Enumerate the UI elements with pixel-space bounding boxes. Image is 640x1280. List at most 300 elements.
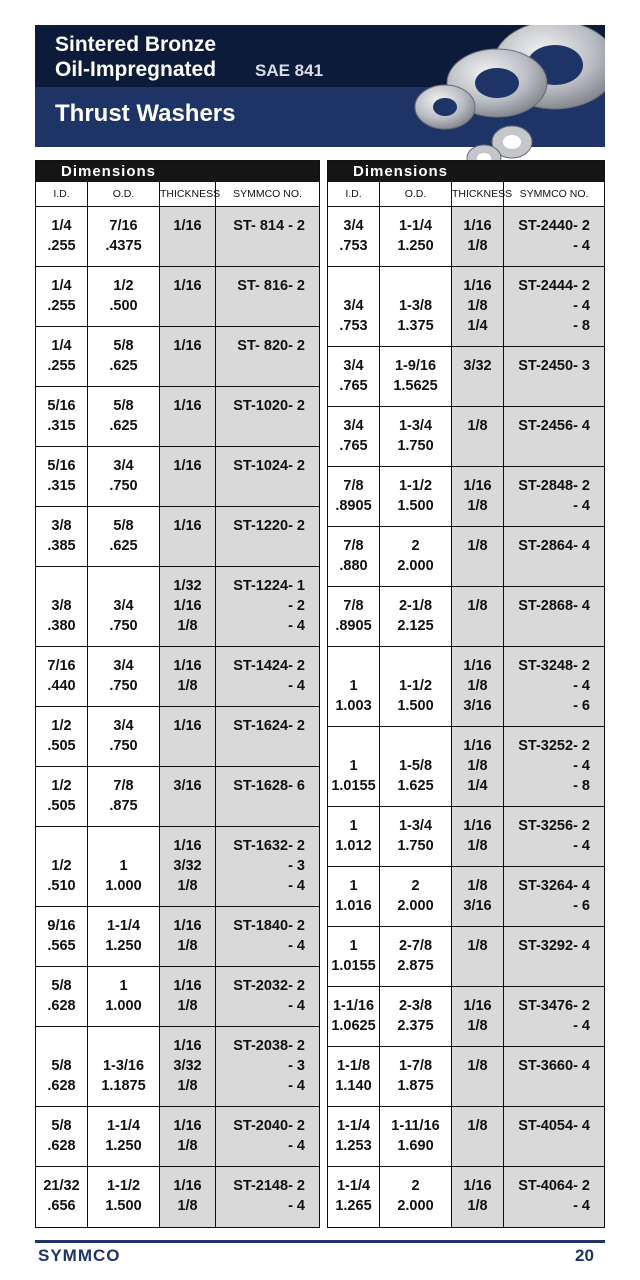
cell-line: 1-3/4 bbox=[398, 418, 433, 434]
od-cell bbox=[380, 1167, 452, 1227]
cell-line: .628 bbox=[47, 998, 76, 1014]
cell-line: ST-1024- 2 bbox=[233, 458, 305, 474]
cell-line: - 4 bbox=[573, 1198, 590, 1214]
col-symmco: SYMMCO NO. bbox=[519, 188, 589, 200]
cell-line: 1/4 bbox=[51, 338, 72, 354]
od-cell bbox=[380, 1047, 452, 1106]
cell-line: .255 bbox=[47, 298, 76, 314]
cell-line: ST-3264- 4 bbox=[518, 878, 590, 894]
thickness-cell bbox=[160, 267, 216, 326]
cell-line: 1/8 bbox=[467, 878, 488, 894]
cell-line: 2.000 bbox=[397, 558, 434, 574]
symmco-cell bbox=[504, 347, 604, 406]
cell-line: 5/8 bbox=[51, 978, 72, 994]
id-cell bbox=[328, 727, 380, 806]
table-row bbox=[328, 1107, 604, 1167]
symmco-cell bbox=[504, 1107, 604, 1166]
table-row bbox=[36, 327, 319, 387]
symmco-cell bbox=[216, 707, 319, 766]
cell-line: 1/8 bbox=[177, 938, 198, 954]
symmco-cell bbox=[504, 207, 604, 266]
cell-line: 1/8 bbox=[177, 1138, 198, 1154]
column-headers bbox=[36, 182, 319, 207]
cell-line: 3/32 bbox=[173, 1058, 202, 1074]
cell-line: 3/32 bbox=[463, 358, 492, 374]
cell-line: .440 bbox=[47, 678, 76, 694]
left-dimensions-table bbox=[35, 160, 320, 1228]
thickness-cell bbox=[452, 807, 504, 866]
cell-line: - 4 bbox=[288, 1078, 305, 1094]
right-dimensions-table bbox=[327, 160, 605, 1228]
od-cell bbox=[88, 647, 160, 706]
cell-line: 1/8 bbox=[467, 1198, 488, 1214]
cell-line: - 3 bbox=[288, 858, 305, 874]
column-headers bbox=[328, 182, 604, 207]
cell-line: ST-2868- 4 bbox=[518, 598, 590, 614]
symmco-cell bbox=[504, 1167, 604, 1227]
cell-line: 5/8 bbox=[113, 338, 134, 354]
cell-line: ST-3248- 2 bbox=[518, 658, 590, 674]
cell-line: .4375 bbox=[105, 238, 142, 254]
cell-line: .765 bbox=[339, 438, 368, 454]
od-cell bbox=[88, 327, 160, 386]
cell-line: 2.375 bbox=[397, 1018, 434, 1034]
cell-line: 1/16 bbox=[463, 1178, 492, 1194]
id-cell bbox=[36, 827, 88, 906]
cell-line: ST-1224- 1 bbox=[233, 578, 305, 594]
cell-line: 5/8 bbox=[51, 1058, 72, 1074]
thickness-cell bbox=[160, 767, 216, 826]
cell-line: 1-1/4 bbox=[106, 1118, 141, 1134]
cell-line: 1/16 bbox=[173, 838, 202, 854]
id-cell bbox=[36, 1027, 88, 1106]
cell-line: 1/16 bbox=[173, 598, 202, 614]
id-cell bbox=[36, 567, 88, 646]
cell-line: 1/8 bbox=[467, 838, 488, 854]
cell-line: .656 bbox=[47, 1198, 76, 1214]
cell-line: 3/16 bbox=[463, 698, 492, 714]
thickness-cell bbox=[452, 407, 504, 466]
thickness-cell bbox=[160, 567, 216, 646]
od-cell bbox=[380, 407, 452, 466]
symmco-cell bbox=[504, 467, 604, 526]
cell-line: 7/16 bbox=[47, 658, 76, 674]
cell-line: 1.690 bbox=[397, 1138, 434, 1154]
cell-line: 1/4 bbox=[51, 278, 72, 294]
cell-line: 2-3/8 bbox=[398, 998, 433, 1014]
od-cell bbox=[88, 907, 160, 966]
cell-line: 1.750 bbox=[397, 438, 434, 454]
cell-line: ST-2038- 2 bbox=[233, 1038, 305, 1054]
cell-line: 2.875 bbox=[397, 958, 434, 974]
od-cell bbox=[88, 507, 160, 566]
cell-line: 1.250 bbox=[397, 238, 434, 254]
cell-line: .8905 bbox=[335, 618, 372, 634]
cell-line: 1-1/16 bbox=[332, 998, 375, 1014]
cell-line: 1/16 bbox=[173, 398, 202, 414]
dimensions-header: Dimensions bbox=[36, 161, 319, 182]
cell-line: 1/8 bbox=[177, 878, 198, 894]
col-od: O.D. bbox=[380, 182, 452, 206]
cell-line: ST-3476- 2 bbox=[518, 998, 590, 1014]
cell-line bbox=[328, 656, 379, 676]
od-cell bbox=[88, 1107, 160, 1166]
od-cell bbox=[380, 927, 452, 986]
cell-line: ST- 820- 2 bbox=[237, 338, 305, 354]
cell-line: .315 bbox=[47, 418, 76, 434]
cell-line: 1.500 bbox=[105, 1198, 142, 1214]
cell-line: 1/8 bbox=[177, 618, 198, 634]
id-cell bbox=[36, 447, 88, 506]
thickness-cell bbox=[452, 927, 504, 986]
thickness-cell bbox=[452, 1047, 504, 1106]
id-cell bbox=[36, 507, 88, 566]
cell-line: - 4 bbox=[288, 1138, 305, 1154]
thickness-cell bbox=[452, 1167, 504, 1227]
cell-line: 1-1/4 bbox=[398, 218, 433, 234]
cell-line: .750 bbox=[109, 478, 138, 494]
id-cell bbox=[328, 1047, 380, 1106]
cell-line: .750 bbox=[109, 678, 138, 694]
id-cell bbox=[328, 347, 380, 406]
table-row bbox=[328, 587, 604, 647]
cell-line: 1/2 bbox=[51, 718, 72, 734]
cell-line: 2 bbox=[411, 1178, 420, 1194]
id-cell bbox=[328, 807, 380, 866]
od-cell bbox=[88, 447, 160, 506]
cell-line: 1.1875 bbox=[101, 1078, 146, 1094]
thickness-cell bbox=[160, 447, 216, 506]
cell-line bbox=[380, 656, 451, 676]
cell-line: ST-2032- 2 bbox=[233, 978, 305, 994]
cell-line bbox=[88, 836, 159, 856]
cell-line: 3/4 bbox=[113, 718, 134, 734]
table-row bbox=[36, 907, 319, 967]
table-row bbox=[328, 207, 604, 267]
cell-line: .628 bbox=[47, 1078, 76, 1094]
table-row bbox=[328, 987, 604, 1047]
cell-line: 3/4 bbox=[343, 298, 364, 314]
cell-line: ST-2848- 2 bbox=[518, 478, 590, 494]
thickness-cell bbox=[452, 1107, 504, 1166]
symmco-cell bbox=[216, 967, 319, 1026]
cell-line: 3/8 bbox=[51, 598, 72, 614]
cell-line: ST-3252- 2 bbox=[518, 738, 590, 754]
page-subtitle: Thrust Washers bbox=[55, 100, 236, 127]
cell-line: 1-3/16 bbox=[102, 1058, 145, 1074]
col-thickness: THICKNESS bbox=[160, 182, 216, 206]
thickness-cell bbox=[452, 527, 504, 586]
cell-line: ST-4054- 4 bbox=[518, 1118, 590, 1134]
cell-line: 1.000 bbox=[105, 878, 142, 894]
cell-line: 1 bbox=[349, 938, 358, 954]
cell-line: 1/8 bbox=[177, 1198, 198, 1214]
thickness-cell bbox=[452, 207, 504, 266]
cell-line: 1/8 bbox=[467, 238, 488, 254]
cell-line: 1/16 bbox=[463, 818, 492, 834]
table-row bbox=[36, 267, 319, 327]
cell-line: ST-2864- 4 bbox=[518, 538, 590, 554]
cell-line: 1-5/8 bbox=[398, 758, 433, 774]
table-row bbox=[36, 387, 319, 447]
cell-line: 1.375 bbox=[397, 318, 434, 334]
symmco-cell bbox=[504, 527, 604, 586]
od-cell bbox=[380, 527, 452, 586]
thickness-cell bbox=[452, 587, 504, 646]
cell-line: 2 bbox=[411, 538, 420, 554]
cell-line: 1/16 bbox=[173, 718, 202, 734]
cell-line: 1/8 bbox=[467, 1118, 488, 1134]
cell-line: 1/16 bbox=[463, 658, 492, 674]
thickness-cell bbox=[160, 907, 216, 966]
cell-line: 1.250 bbox=[105, 938, 142, 954]
id-cell bbox=[36, 327, 88, 386]
cell-line: - 4 bbox=[573, 298, 590, 314]
thickness-cell bbox=[160, 707, 216, 766]
cell-line: - 2 bbox=[288, 598, 305, 614]
cell-line: .750 bbox=[109, 618, 138, 634]
cell-line: 1.0625 bbox=[331, 1018, 376, 1034]
cell-line bbox=[88, 1036, 159, 1056]
cell-line: 1-7/8 bbox=[398, 1058, 433, 1074]
table-row bbox=[36, 827, 319, 907]
symmco-cell bbox=[216, 1107, 319, 1166]
cell-line: 1/4 bbox=[467, 318, 488, 334]
cell-line: 1/16 bbox=[173, 218, 202, 234]
od-cell bbox=[380, 587, 452, 646]
id-cell bbox=[328, 407, 380, 466]
cell-line: - 3 bbox=[288, 1058, 305, 1074]
cell-line: - 4 bbox=[288, 678, 305, 694]
right-table-body bbox=[328, 207, 604, 1227]
cell-line: 1.000 bbox=[105, 998, 142, 1014]
col-symmco: SYMMCO NO. bbox=[233, 188, 302, 200]
cell-line: .880 bbox=[339, 558, 368, 574]
table-row bbox=[328, 1047, 604, 1107]
cell-line: ST-2444- 2 bbox=[518, 278, 590, 294]
thickness-cell bbox=[160, 647, 216, 706]
cell-line bbox=[380, 276, 451, 296]
cell-line: ST-2456- 4 bbox=[518, 418, 590, 434]
cell-line: 1.5625 bbox=[393, 378, 438, 394]
cell-line: - 4 bbox=[573, 498, 590, 514]
cell-line: 1 bbox=[119, 858, 128, 874]
cell-line: ST-3256- 2 bbox=[518, 818, 590, 834]
table-row bbox=[36, 767, 319, 827]
cell-line: 1/4 bbox=[51, 218, 72, 234]
cell-line: 1-1/4 bbox=[336, 1178, 371, 1194]
cell-line: 1/16 bbox=[173, 1038, 202, 1054]
cell-line: ST-1628- 6 bbox=[233, 778, 305, 794]
cell-line: 1/16 bbox=[173, 918, 202, 934]
symmco-cell bbox=[216, 567, 319, 646]
cell-line: 1/16 bbox=[463, 738, 492, 754]
id-cell bbox=[36, 387, 88, 446]
cell-line: 1/16 bbox=[463, 998, 492, 1014]
cell-line: 3/4 bbox=[343, 418, 364, 434]
id-cell bbox=[328, 587, 380, 646]
cell-line: 3/4 bbox=[113, 458, 134, 474]
cell-line: .628 bbox=[47, 1138, 76, 1154]
id-cell bbox=[36, 907, 88, 966]
cell-line: 1.750 bbox=[397, 838, 434, 854]
table-row bbox=[328, 527, 604, 587]
cell-line: 1-1/4 bbox=[106, 918, 141, 934]
cell-line: 1/32 bbox=[173, 578, 202, 594]
cell-line bbox=[328, 276, 379, 296]
table-row bbox=[328, 347, 604, 407]
table-row bbox=[36, 447, 319, 507]
cell-line: .385 bbox=[47, 538, 76, 554]
cell-line: 1/16 bbox=[173, 658, 202, 674]
symmco-cell bbox=[216, 267, 319, 326]
thickness-cell bbox=[452, 987, 504, 1046]
cell-line: 1.003 bbox=[335, 698, 372, 714]
cell-line: 1.265 bbox=[335, 1198, 372, 1214]
cell-line: 1/16 bbox=[463, 218, 492, 234]
cell-line: .753 bbox=[339, 318, 368, 334]
title-line-2: Oil-Impregnated bbox=[55, 58, 217, 81]
cell-line: 1/2 bbox=[51, 858, 72, 874]
table-row bbox=[328, 407, 604, 467]
cell-line: 5/16 bbox=[47, 398, 76, 414]
table-row bbox=[36, 967, 319, 1027]
cell-line: 1.500 bbox=[397, 698, 434, 714]
symmco-cell bbox=[216, 387, 319, 446]
cell-line: ST-3292- 4 bbox=[518, 938, 590, 954]
thickness-cell bbox=[160, 1167, 216, 1227]
symmco-cell bbox=[504, 807, 604, 866]
cell-line: 1/2 bbox=[51, 778, 72, 794]
table-row bbox=[36, 707, 319, 767]
cell-line: - 4 bbox=[573, 758, 590, 774]
od-cell bbox=[88, 767, 160, 826]
thickness-cell bbox=[160, 1107, 216, 1166]
cell-line: 1/8 bbox=[467, 498, 488, 514]
cell-line: - 4 bbox=[288, 878, 305, 894]
cell-line: 1 bbox=[349, 818, 358, 834]
od-cell bbox=[88, 1027, 160, 1106]
col-id: I.D. bbox=[328, 182, 380, 206]
id-cell bbox=[328, 467, 380, 526]
cell-line: 3/4 bbox=[343, 218, 364, 234]
thickness-cell bbox=[452, 867, 504, 926]
cell-line: .500 bbox=[109, 298, 138, 314]
cell-line: 7/8 bbox=[343, 478, 364, 494]
table-row bbox=[328, 267, 604, 347]
cell-line: 1/16 bbox=[173, 1118, 202, 1134]
id-cell bbox=[328, 267, 380, 346]
symmco-cell bbox=[216, 767, 319, 826]
symmco-cell bbox=[504, 647, 604, 726]
id-cell bbox=[36, 767, 88, 826]
symmco-cell bbox=[504, 927, 604, 986]
cell-line: 1/16 bbox=[463, 278, 492, 294]
cell-line: 9/16 bbox=[47, 918, 76, 934]
cell-line: 1/16 bbox=[173, 518, 202, 534]
left-table-body bbox=[36, 207, 319, 1227]
symmco-cell bbox=[216, 1167, 319, 1227]
cell-line: 3/4 bbox=[343, 358, 364, 374]
cell-line: 7/8 bbox=[343, 598, 364, 614]
od-cell bbox=[380, 867, 452, 926]
cell-line: 1-1/4 bbox=[336, 1118, 371, 1134]
table-row bbox=[36, 1027, 319, 1107]
cell-line: 1-1/2 bbox=[398, 678, 433, 694]
cell-line: .380 bbox=[47, 618, 76, 634]
cell-line: 1/2 bbox=[113, 278, 134, 294]
cell-line: ST-1624- 2 bbox=[233, 718, 305, 734]
id-cell bbox=[328, 527, 380, 586]
od-cell bbox=[380, 987, 452, 1046]
od-cell bbox=[88, 387, 160, 446]
cell-line: 1.0155 bbox=[331, 778, 376, 794]
symmco-cell bbox=[216, 827, 319, 906]
symmco-cell bbox=[504, 407, 604, 466]
cell-line: 1 bbox=[349, 878, 358, 894]
symmco-cell bbox=[216, 1027, 319, 1106]
cell-line: .753 bbox=[339, 238, 368, 254]
cell-line: 3/4 bbox=[113, 598, 134, 614]
cell-line: 1.250 bbox=[105, 1138, 142, 1154]
od-cell bbox=[88, 707, 160, 766]
id-cell bbox=[328, 207, 380, 266]
cell-line: 1-11/16 bbox=[391, 1118, 440, 1134]
cell-line: 3/32 bbox=[173, 858, 202, 874]
cell-line: ST-1424- 2 bbox=[233, 658, 305, 674]
cell-line: 1/16 bbox=[173, 458, 202, 474]
od-cell bbox=[380, 1107, 452, 1166]
cell-line: 1-3/4 bbox=[398, 818, 433, 834]
cell-line: 1.500 bbox=[397, 498, 434, 514]
cell-line: 1/8 bbox=[467, 938, 488, 954]
cell-line: - 4 bbox=[288, 1198, 305, 1214]
cell-line: 5/8 bbox=[113, 518, 134, 534]
cell-line: 1.140 bbox=[335, 1078, 372, 1094]
cell-line: 1/8 bbox=[177, 998, 198, 1014]
cell-line: - 8 bbox=[573, 778, 590, 794]
cell-line: ST-4064- 2 bbox=[518, 1178, 590, 1194]
od-cell bbox=[380, 267, 452, 346]
cell-line: 3/8 bbox=[51, 518, 72, 534]
cell-line: 1/8 bbox=[467, 418, 488, 434]
thickness-cell bbox=[160, 967, 216, 1026]
footer-brand: SYMMCO bbox=[38, 1246, 121, 1265]
cell-line: ST- 816- 2 bbox=[237, 278, 305, 294]
cell-line: 1/8 bbox=[467, 1018, 488, 1034]
table-row bbox=[328, 647, 604, 727]
thickness-cell bbox=[160, 1027, 216, 1106]
od-cell bbox=[380, 807, 452, 866]
footer-rule bbox=[35, 1240, 605, 1243]
od-cell bbox=[380, 647, 452, 726]
cell-line bbox=[328, 736, 379, 756]
page-number: 20 bbox=[575, 1246, 594, 1265]
cell-line: - 4 bbox=[288, 998, 305, 1014]
cell-line: ST-2450- 3 bbox=[518, 358, 590, 374]
cell-line bbox=[380, 736, 451, 756]
id-cell bbox=[36, 967, 88, 1026]
cell-line: ST-1632- 2 bbox=[233, 838, 305, 854]
cell-line: ST-2040- 2 bbox=[233, 1118, 305, 1134]
id-cell bbox=[328, 867, 380, 926]
od-cell bbox=[88, 267, 160, 326]
symmco-cell bbox=[504, 587, 604, 646]
thickness-cell bbox=[160, 507, 216, 566]
dimensions-header: Dimensions bbox=[328, 161, 604, 182]
title-line-1: Sintered Bronze bbox=[55, 33, 217, 56]
cell-line: 21/32 bbox=[43, 1178, 80, 1194]
